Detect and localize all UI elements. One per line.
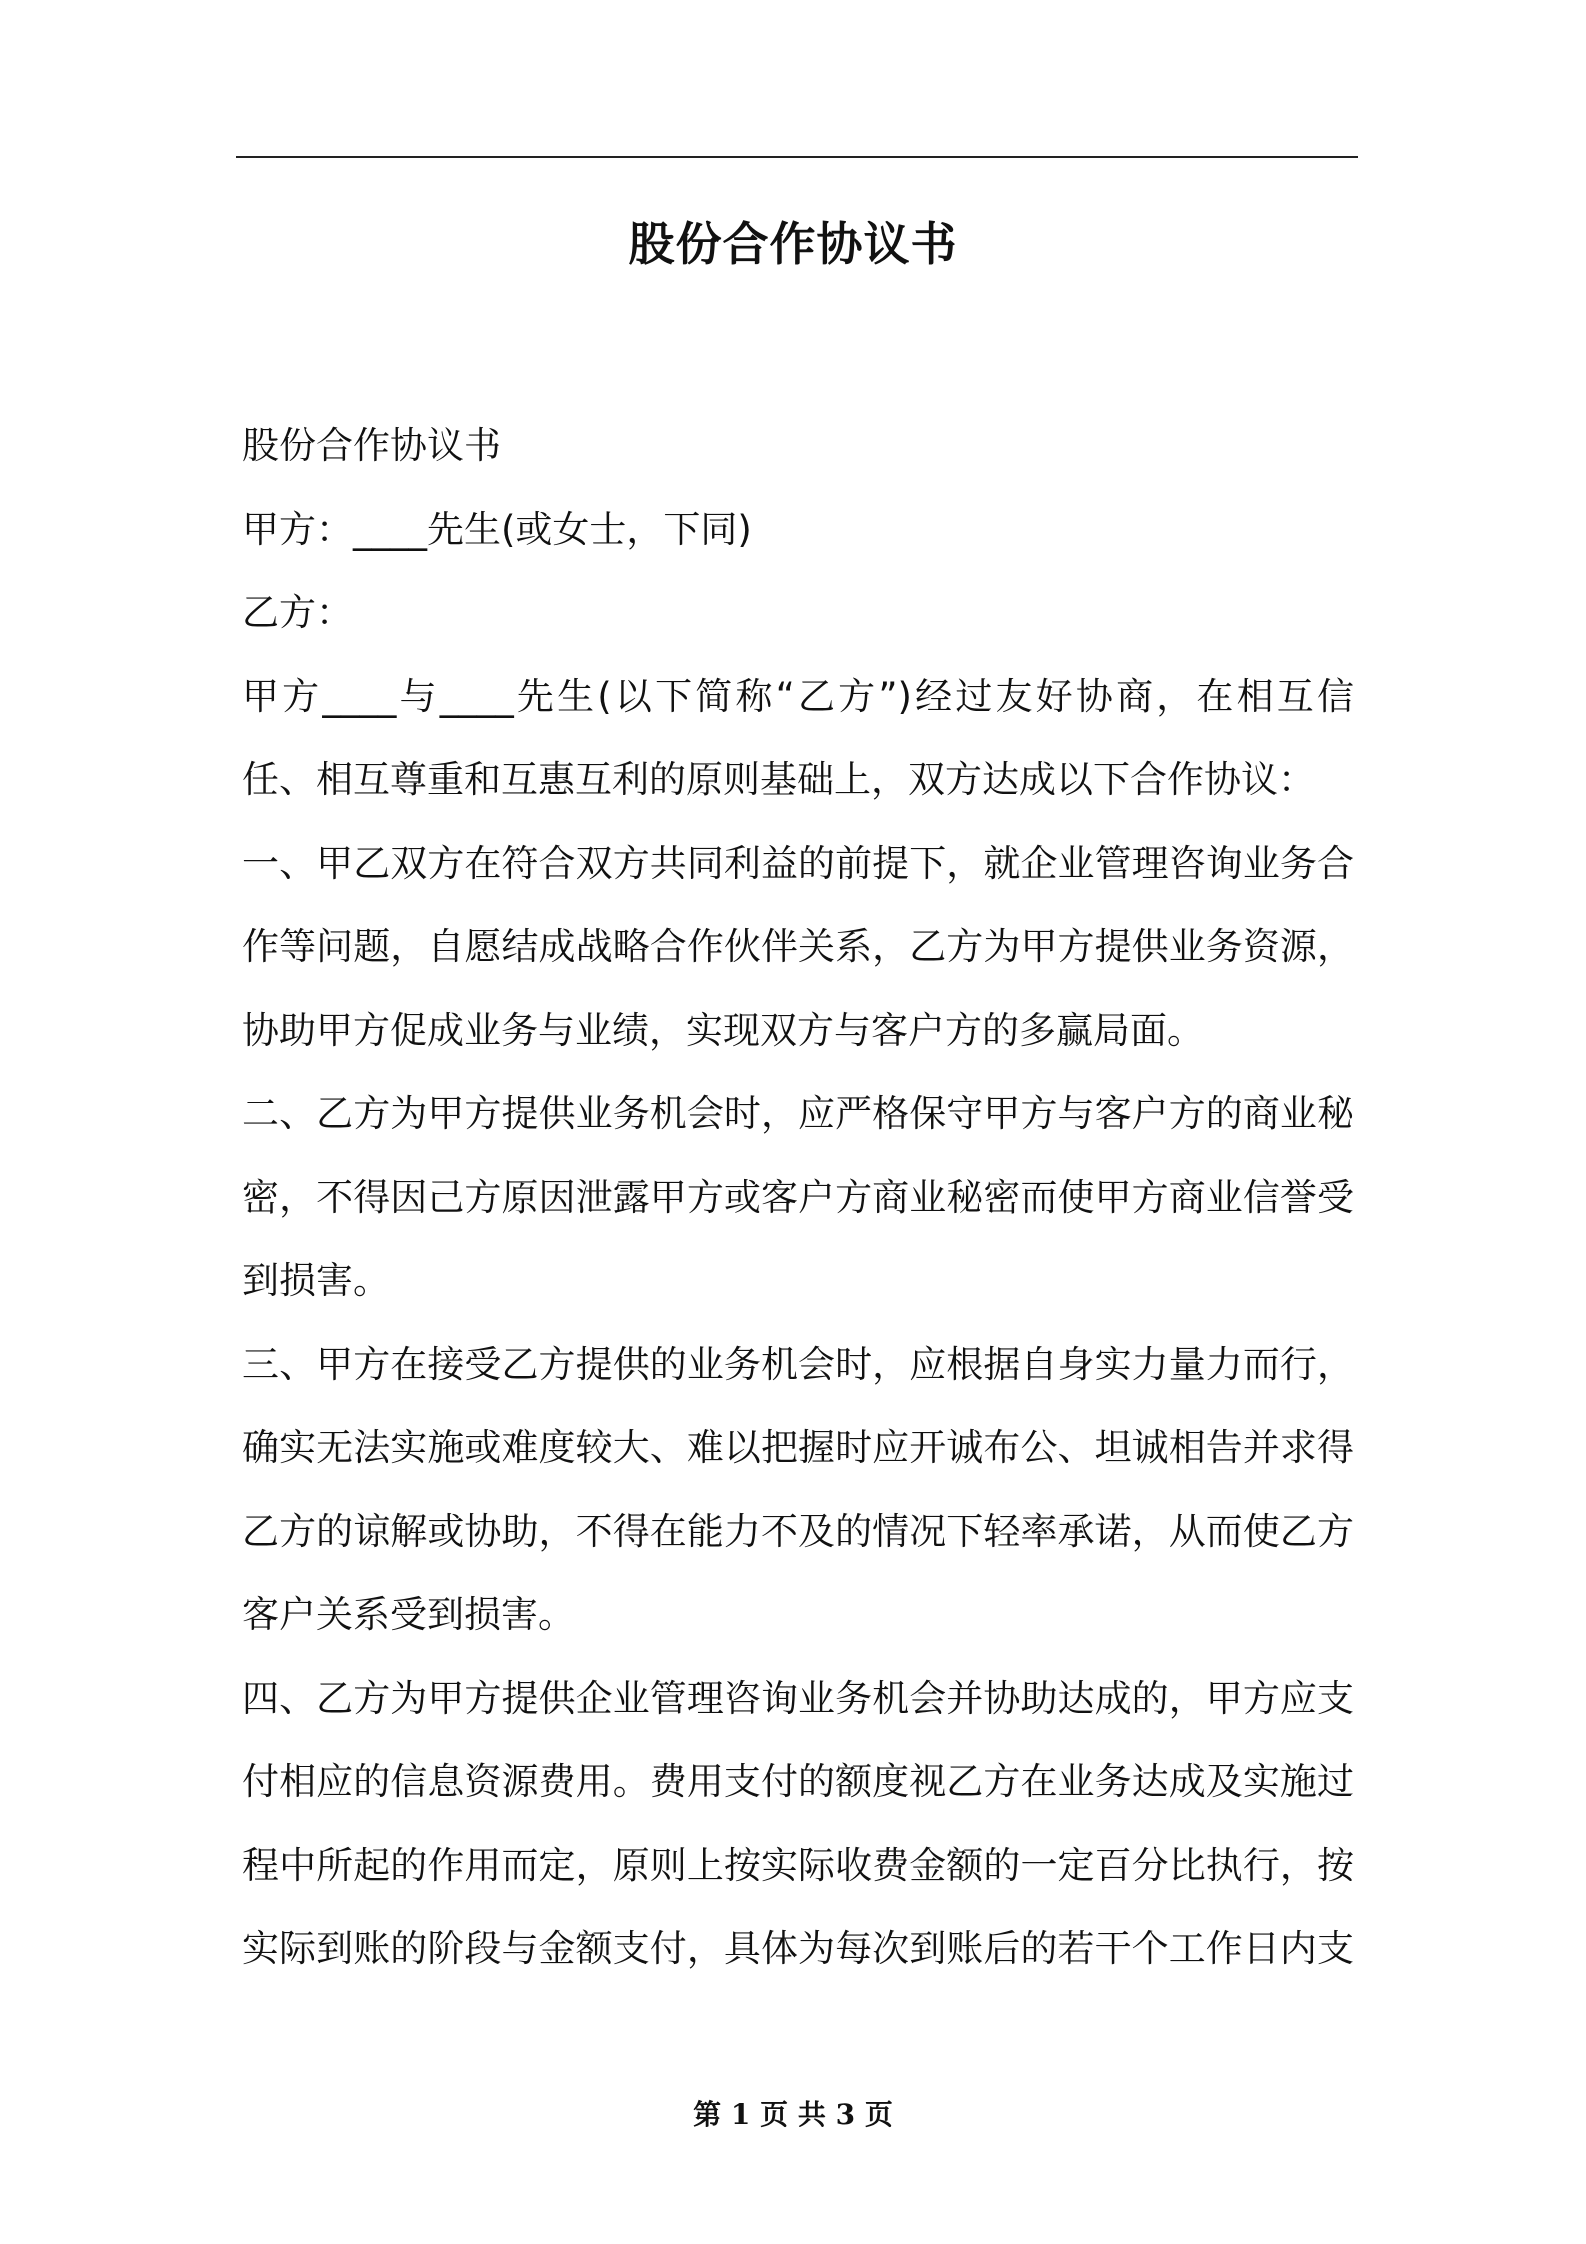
body-line: 甲方：____先生(或女士，下同) xyxy=(242,507,752,551)
body-line: 一、甲乙双方在符合双方共同利益的前提下，就企业管理咨询业务合 xyxy=(242,841,1354,885)
body-line: 乙方： xyxy=(242,591,353,634)
body-line: 确实无法实施或难度较大、难以把握时应开诚布公、坦诚相告并求得 xyxy=(242,1426,1354,1469)
page-number-footer: 第 1 页 共 3 页 xyxy=(693,2098,893,2131)
body-line: 程中所起的作用而定，原则上按实际收费金额的一定百分比执行，按 xyxy=(242,1843,1354,1887)
document-title: 股份合作协议书 xyxy=(628,217,958,271)
body-line: 实际到账的阶段与金额支付，具体为每次到账后的若干个工作日内支 xyxy=(242,1927,1354,1970)
body-line: 二、乙方为甲方提供业务机会时，应严格保守甲方与客户方的商业秘 xyxy=(242,1092,1354,1135)
body-line: 甲方____与____先生(以下简称“乙方”)经过友好协商，在相互信 xyxy=(242,674,1354,718)
header-rule xyxy=(236,156,1358,158)
body-line: 协助甲方促成业务与业绩，实现双方与客户方的多赢局面。 xyxy=(242,1008,1204,1052)
body-line: 任、相互尊重和互惠互利的原则基础上，双方达成以下合作协议： xyxy=(242,758,1315,801)
body-line: 四、乙方为甲方提供企业管理咨询业务机会并协助达成的，甲方应支 xyxy=(242,1676,1354,1720)
document-body xyxy=(242,404,1354,1991)
body-line: 密，不得因己方原因泄露甲方或客户方商业秘密而使甲方商业信誉受 xyxy=(242,1175,1354,1219)
body-line: 股份合作协议书 xyxy=(242,424,501,467)
body-line: 付相应的信息资源费用。费用支付的额度视乙方在业务达成及实施过 xyxy=(242,1760,1354,1803)
body-line: 三、甲方在接受乙方提供的业务机会时，应根据自身实力量力而行， xyxy=(242,1342,1354,1386)
body-line: 客户关系受到损害。 xyxy=(242,1593,575,1636)
body-line: 到损害。 xyxy=(242,1259,390,1302)
body-line: 乙方的谅解或协助，不得在能力不及的情况下轻率承诺，从而使乙方 xyxy=(242,1509,1354,1553)
body-line: 作等问题，自愿结成战略合作伙伴关系，乙方为甲方提供业务资源， xyxy=(242,925,1354,968)
